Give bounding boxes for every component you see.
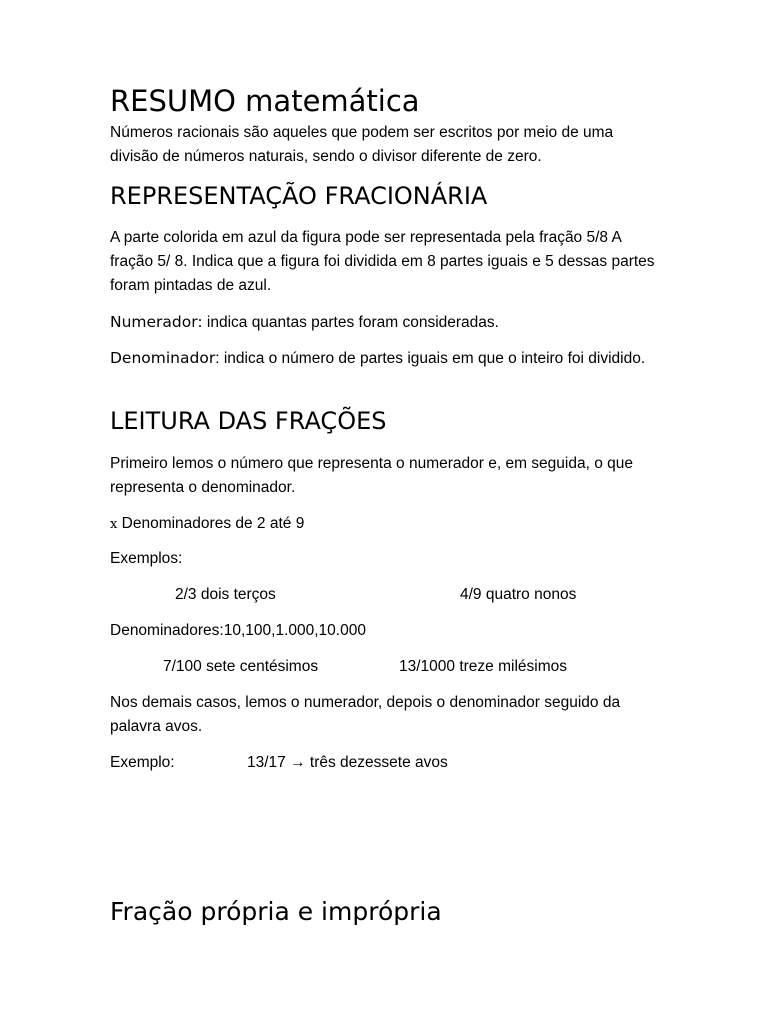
numerador-term: Numerador:: [110, 313, 203, 331]
page-title: RESUMO matemática: [110, 84, 420, 118]
example-sete-centesimos: 7/100 sete centésimos: [163, 658, 319, 675]
leitura-paragraph: Primeiro lemos o número que representa o numerador e, em seguida, o que representa o denominador.: [110, 455, 633, 496]
numerador-definition: [110, 310, 655, 335]
bullet-item: [110, 512, 655, 537]
heading-fracao-propria: Fração própria e imprópria: [110, 897, 442, 926]
heading-representacao: REPRESENTAÇÃO FRACIONÁRIA: [110, 182, 488, 210]
example-treze-milesimos: 13/1000 treze milésimos: [399, 658, 567, 675]
bullet-x-icon: x: [110, 517, 118, 532]
intro-paragraph: Números racionais são aqueles que podem ser escritos por meio de uma divisão de números naturais, sendo o divisor diferente de zero.: [110, 124, 614, 165]
denominador-text: : indica o número de partes iguais em que o inteiro foi dividido.: [215, 350, 646, 367]
numerador-text: indica quantas partes foram consideradas.: [202, 314, 499, 331]
example-quatro-nonos: 4/9 quatro nonos: [460, 586, 577, 603]
bullet-text: Denominadores de 2 até 9: [117, 515, 305, 532]
demais-casos-paragraph: Nos demais casos, lemos o numerador, depois o denominador seguido da palavra avos.: [110, 694, 621, 735]
denominador-term: Denominador: [110, 349, 216, 367]
denominadores-line: Denominadores:10,100,1.000,10.000: [110, 622, 366, 639]
denominador-definition: [110, 346, 655, 371]
representacao-paragraph: A parte colorida em azul da figura pode ser representada pela fração 5/8 A fração 5/ 8. Indica que a figura foi dividida em 8 partes iguais e 5 dessas partes foram pintadas de azul.: [110, 229, 655, 294]
exemplo-label: Exemplo:: [110, 754, 175, 771]
example-dois-tercos: 2/3 dois terços: [175, 586, 276, 603]
heading-leitura: LEITURA DAS FRAÇÕES: [110, 407, 387, 435]
exemplo-avos: 13/17 → três dezessete avos: [247, 754, 448, 771]
exemplos-label: Exemplos:: [110, 550, 183, 567]
